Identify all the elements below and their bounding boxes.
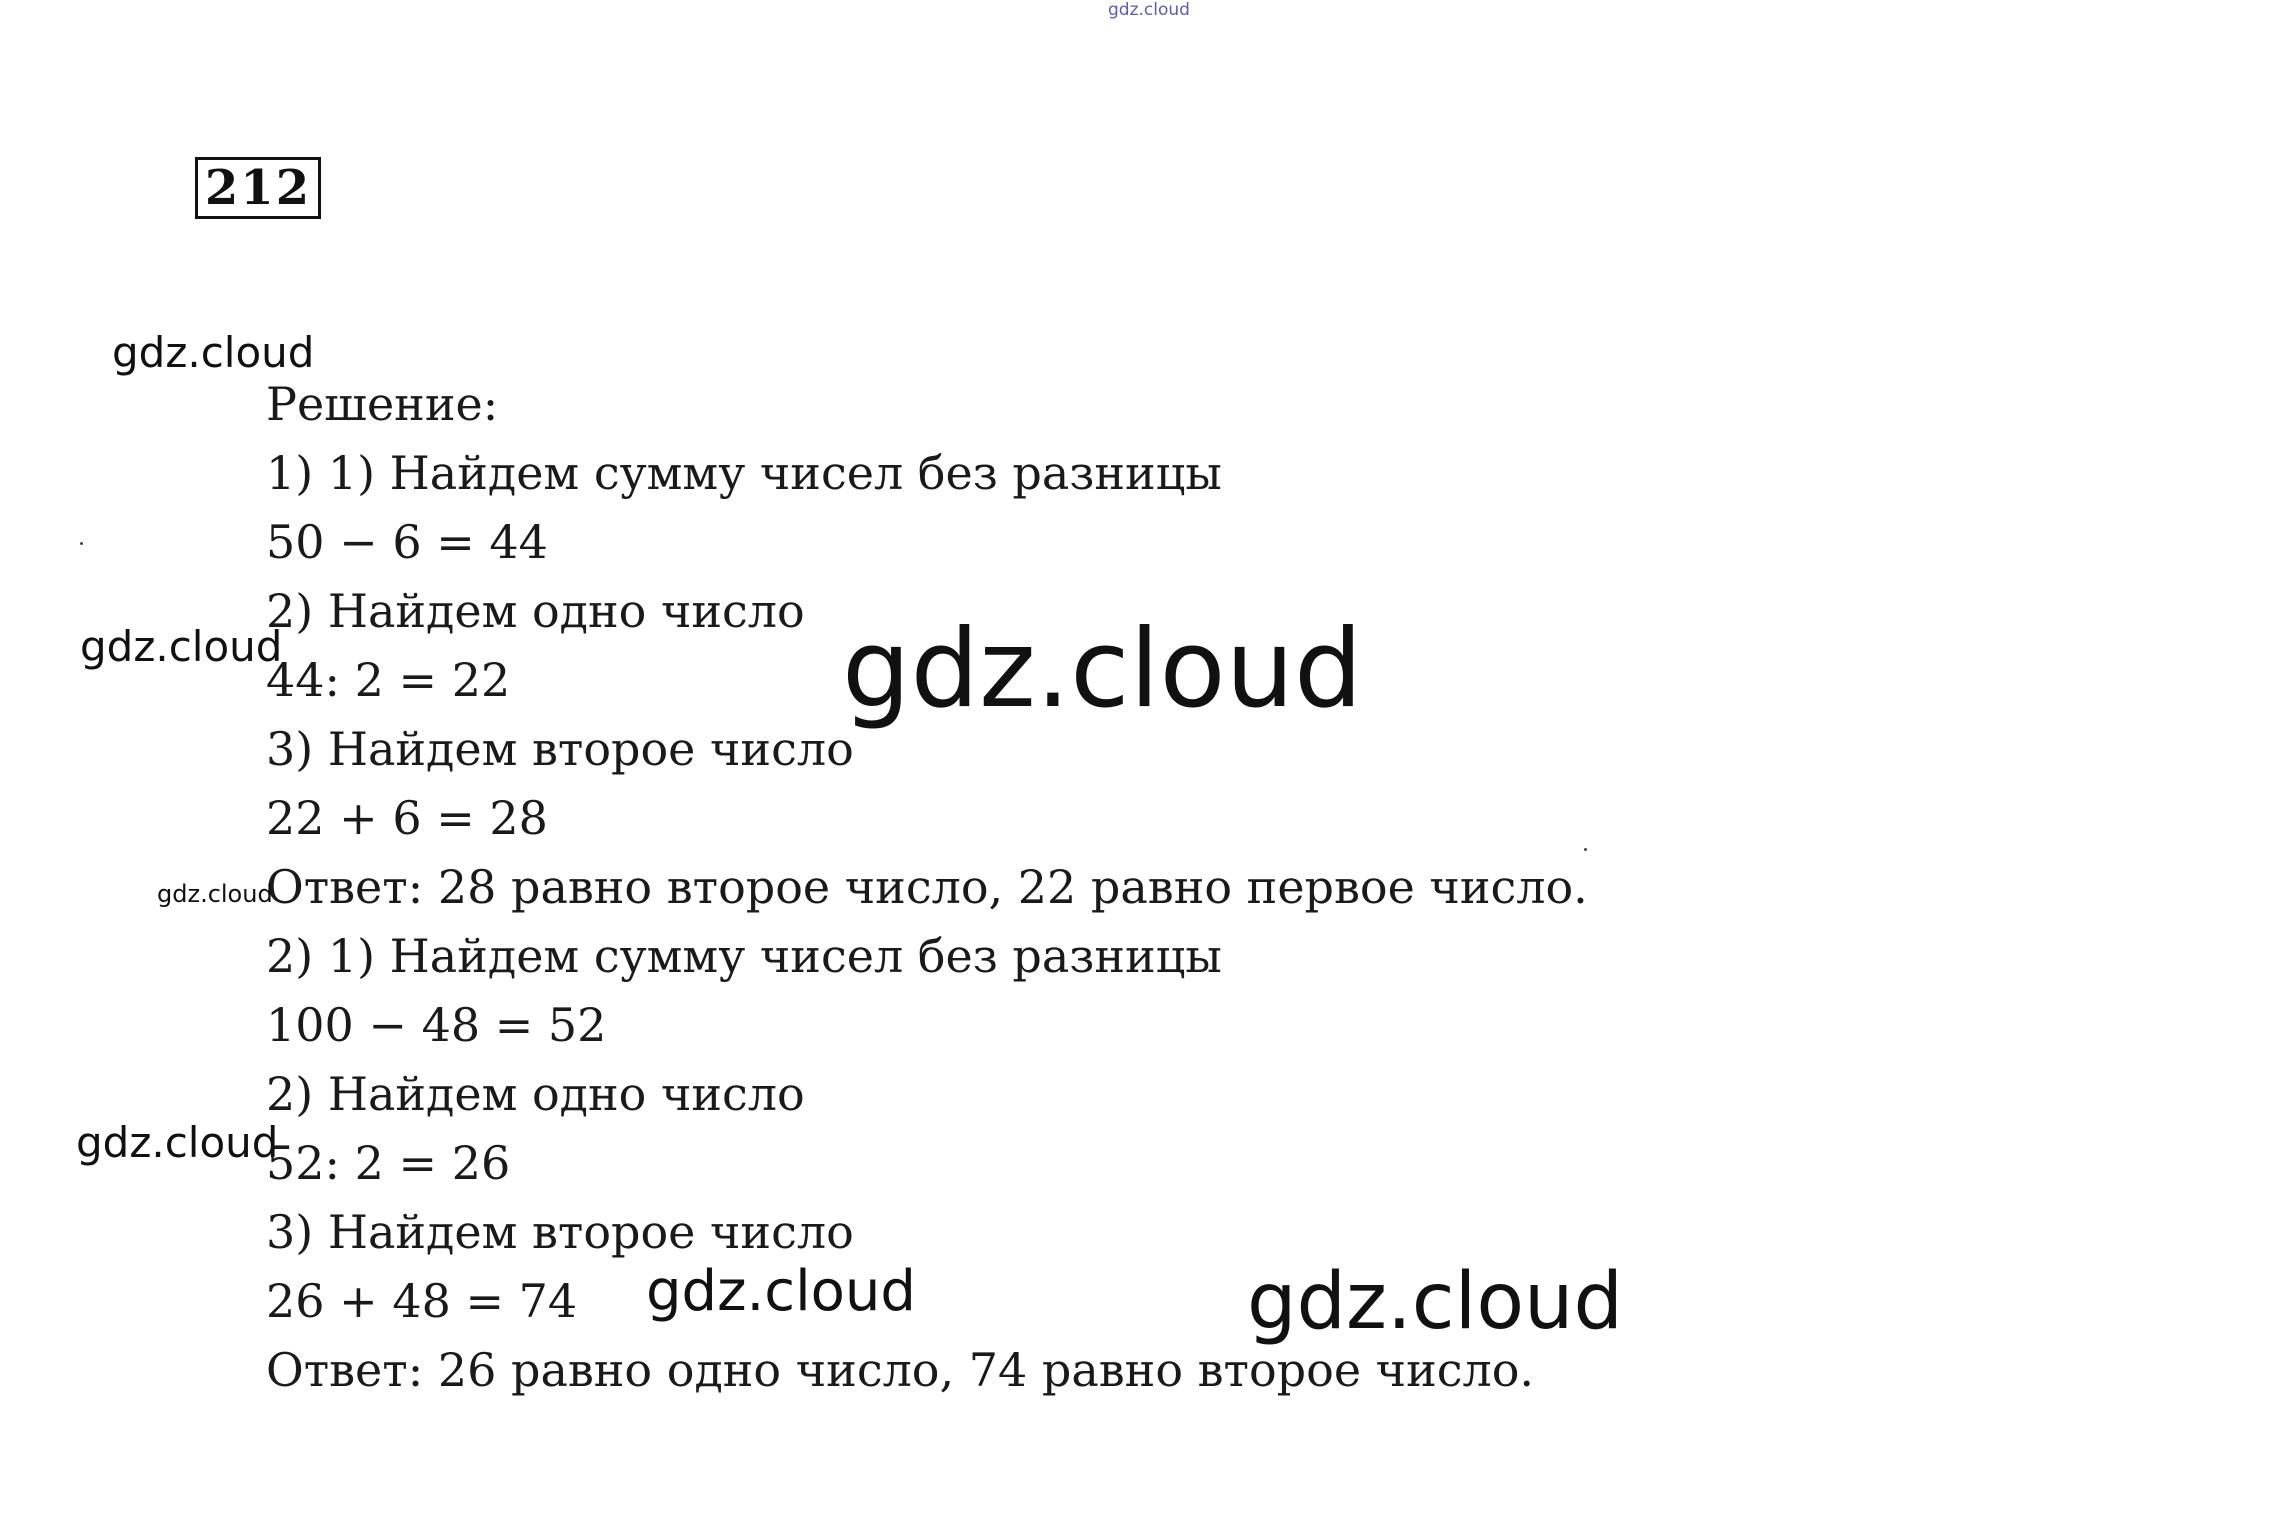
watermark: gdz.cloud xyxy=(112,328,315,377)
solution-line: 44: 2 = 22 xyxy=(266,653,511,707)
speck xyxy=(1584,848,1587,851)
solution-line: 2) Найдем одно число xyxy=(266,1067,805,1121)
solution-line: 26 + 48 = 74 xyxy=(266,1274,578,1328)
watermark: gdz.cloud xyxy=(76,1118,279,1167)
watermark: gdz.cloud xyxy=(1247,1257,1623,1347)
answer-line: Ответ: 26 равно одно число, 74 равно второе число. xyxy=(266,1343,1535,1397)
solution-line: 2) Найдем одно число xyxy=(266,584,805,638)
answer-line: Ответ: 28 равно второе число, 22 равно первое число. xyxy=(266,860,1588,914)
task-number-box xyxy=(195,157,321,219)
speck xyxy=(80,542,83,545)
solution-text xyxy=(266,370,1588,1405)
solution-line: 100 − 48 = 52 xyxy=(266,998,607,1052)
solution-heading: Решение: xyxy=(266,377,499,431)
solution-line: 3) Найдем второе число xyxy=(266,722,854,776)
watermark: gdz.cloud xyxy=(157,880,273,908)
solution-line: 3) Найдем второе число xyxy=(266,1205,854,1259)
watermark: gdz.cloud xyxy=(646,1259,916,1324)
solution-line: 22 + 6 = 28 xyxy=(266,791,548,845)
top-watermark: gdz.cloud xyxy=(1108,0,1190,20)
task-number: 212 xyxy=(204,160,312,216)
solution-line: 52: 2 = 26 xyxy=(266,1136,511,1190)
watermark: gdz.cloud xyxy=(80,622,283,671)
solution-line: 1) 1) Найдем сумму чисел без разницы xyxy=(266,446,1222,500)
solution-line: 50 − 6 = 44 xyxy=(266,515,548,569)
watermark: gdz.cloud xyxy=(842,607,1363,732)
solution-line: 2) 1) Найдем сумму чисел без разницы xyxy=(266,929,1222,983)
